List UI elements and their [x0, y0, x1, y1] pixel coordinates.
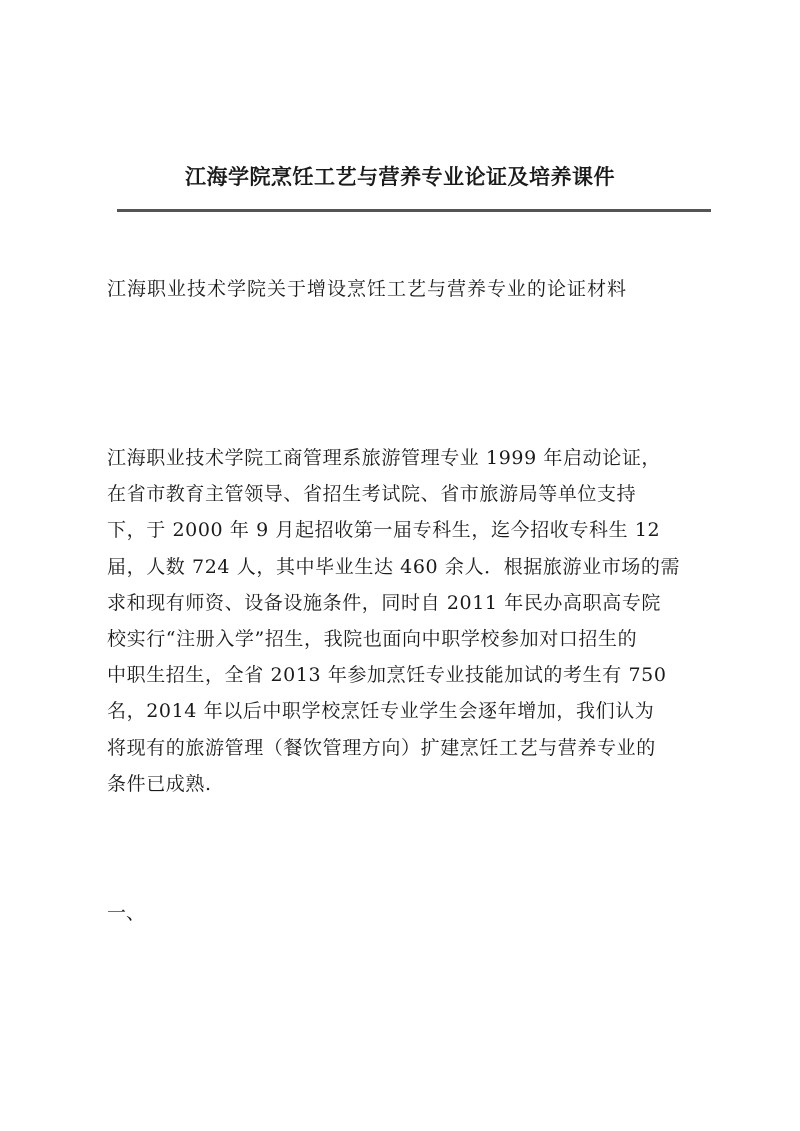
page-title: 江海学院烹饪工艺与营养专业论证及培养课件 [185, 164, 615, 189]
paragraph-line: 名，2014 年以后中职学校烹饪专业学生会逐年增加，我们认为 [107, 700, 655, 723]
document-subtitle: 江海职业技术学院关于增设烹饪工艺与营养专业的论证材料 [107, 278, 628, 300]
paragraph-line: 下，于 2000 年 9 月起招收第一届专科生，迄今招收专科生 12 [107, 519, 661, 542]
paragraph-line: 江海职业技术学院工商管理系旅游管理专业 1999 年启动论证， [107, 447, 662, 469]
section-marker: 一、 [107, 902, 146, 924]
paragraph-line: 届，人数 724 人，其中毕业生达 460 余人．根据旅游业市场的需 [107, 555, 681, 578]
paragraph-line: 条件已成熟. [107, 772, 212, 795]
paragraph-line: 校实行“注册入学”招生，我院也面向中职学校参加对口招生的 [107, 627, 638, 650]
paragraph-line: 中职生招生，全省 2013 年参加烹饪专业技能加试的考生有 750 [107, 664, 667, 687]
title-divider [117, 209, 711, 212]
paragraph-line: 将现有的旅游管理（餐饮管理方向）扩建烹饪工艺与营养专业的 [107, 736, 656, 759]
paragraph-line: 在省市教育主管领导、省招生考试院、省市旅游局等单位支持 [107, 483, 637, 506]
body-paragraph [107, 440, 717, 802]
paragraph-line: 求和现有师资、设备设施条件，同时自 2011 年民办高职高专院 [107, 591, 662, 614]
